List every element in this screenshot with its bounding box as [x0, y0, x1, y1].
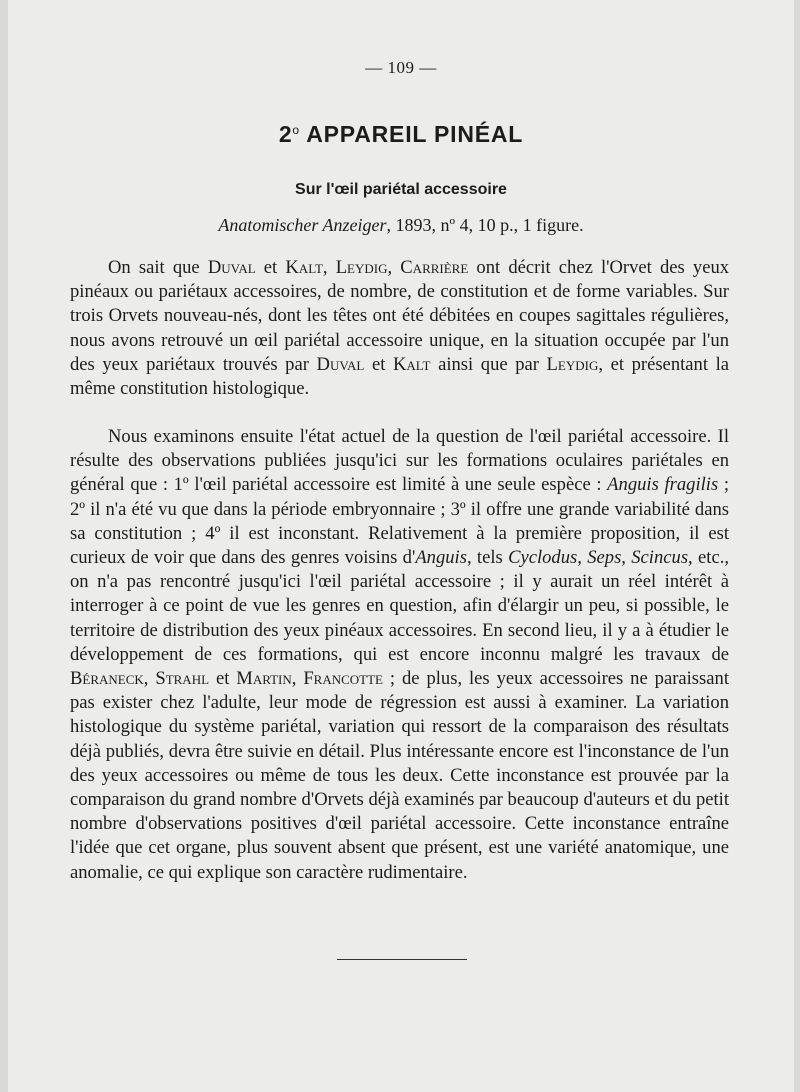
text-run: Nous examinons ensuite l'état actuel de la question de l'œil pariétal accessoire. Il résulte des observations publiées jusqu'ici sur les formations oculaires pariétales en général que : 1º l'œil pariétal accessoire est limité à une seule espèce : — [70, 426, 729, 496]
article-title: Sur l'œil pariétal accessoire — [295, 181, 507, 198]
text-run: , — [143, 668, 156, 690]
section-title — [8, 121, 794, 148]
text-run: ; de plus, les yeux accessoires ne paraissant pas exister chez l'adulte, leur mode de régression est aussi à examiner. La variation histologique du système pariétal, variation qui ressort de la comparaison des résultats déjà publiés, devra être suivie en détail. Plus intéressante encore est l'inconstance de l'un des yeux accessoires ou même de tous les deux. Cette inconstance est prouvée par la comparaison du grand nombre d'Orvets déjà examinés par beaucoup d'auteurs et du petit nombre d'observations positives d'œil pariétal accessoire. Cette inconstance entraîne l'idée que cet organe, plus souvent absent que présent, est une variété anatomique, une anomalie, ce qui explique son caractère rudimentaire. — [70, 668, 729, 883]
text-run: ainsi que par — [430, 353, 547, 375]
author-name: Kalt — [392, 353, 431, 375]
species-name: Anguis fragilis — [607, 474, 719, 496]
genus-names: Cyclodus, Seps, Scincus, — [508, 547, 693, 569]
section-number: 2 — [278, 121, 293, 147]
author-name: Leydig — [335, 257, 388, 278]
text-run: etc., on n'a pas rencontré jusqu'ici l'œil pariétal accessoire ; il y aurait un réel intérêt à interroger à ce point de vue les genres en question, afin d'élargir un peu, si possible, le territoire de distribution des yeux pinéaux accessoires. En second lieu, il y a à étudier le développement de ces formations, qui est encore inconnu malgré les travaux de — [70, 547, 729, 665]
citation-details: , 1893, nº 4, 10 p., 1 figure. — [386, 215, 584, 235]
text-run: , — [291, 668, 304, 690]
author-name: Béraneck — [70, 668, 144, 690]
text-run: , — [322, 257, 336, 278]
author-name: Kalt — [285, 257, 323, 278]
journal-name: Anatomischer Anzeiger — [218, 215, 387, 235]
text-run: On sait que — [108, 257, 208, 278]
author-name: Carrière — [400, 257, 469, 278]
text-run: , tels — [466, 547, 509, 569]
author-name: Duval — [316, 353, 365, 375]
text-run: et — [255, 257, 286, 278]
author-name: Francotte — [303, 668, 383, 690]
text-run: , — [387, 257, 401, 278]
degree-mark: o — [292, 123, 300, 137]
author-name: Leydig — [546, 353, 599, 375]
page-number: — 109 — — [365, 58, 437, 77]
text-run: et — [209, 668, 237, 690]
end-rule — [337, 959, 467, 960]
text-run: , et présentant la même constitution histologique. — [70, 353, 729, 400]
document-page — [8, 0, 794, 1092]
paragraph-1 — [70, 256, 729, 401]
text-run: ; 2º il n'a été vu que dans la période embryonnaire ; 3º il offre une grande variabilité dans sa constitution ; 4º il est inconstant. Relativement à la première proposition, il est curieux de voir que dans des genres voisins d' — [70, 474, 730, 569]
paragraph-2 — [70, 425, 729, 885]
author-name: Strahl — [155, 668, 210, 690]
author-name: Duval — [207, 257, 256, 278]
section-title-text: APPAREIL PINÉAL — [306, 121, 524, 147]
author-name: Martin — [236, 668, 292, 690]
citation — [8, 215, 794, 236]
text-run: ont décrit chez l'Orvet des yeux pinéaux ou pariétaux accessoires, de nombre, de constitution et de forme variables. Sur trois Orvets nouveau-nés, dont les têtes ont été débitées en coupes sagittales régulières, nous avons retrouvé un œil pariétal accessoire unique, en la situation occupée par l'un des yeux pariétaux trouvés par — [70, 257, 730, 375]
text-run: et — [364, 353, 393, 375]
genus-name: Anguis — [415, 547, 467, 569]
